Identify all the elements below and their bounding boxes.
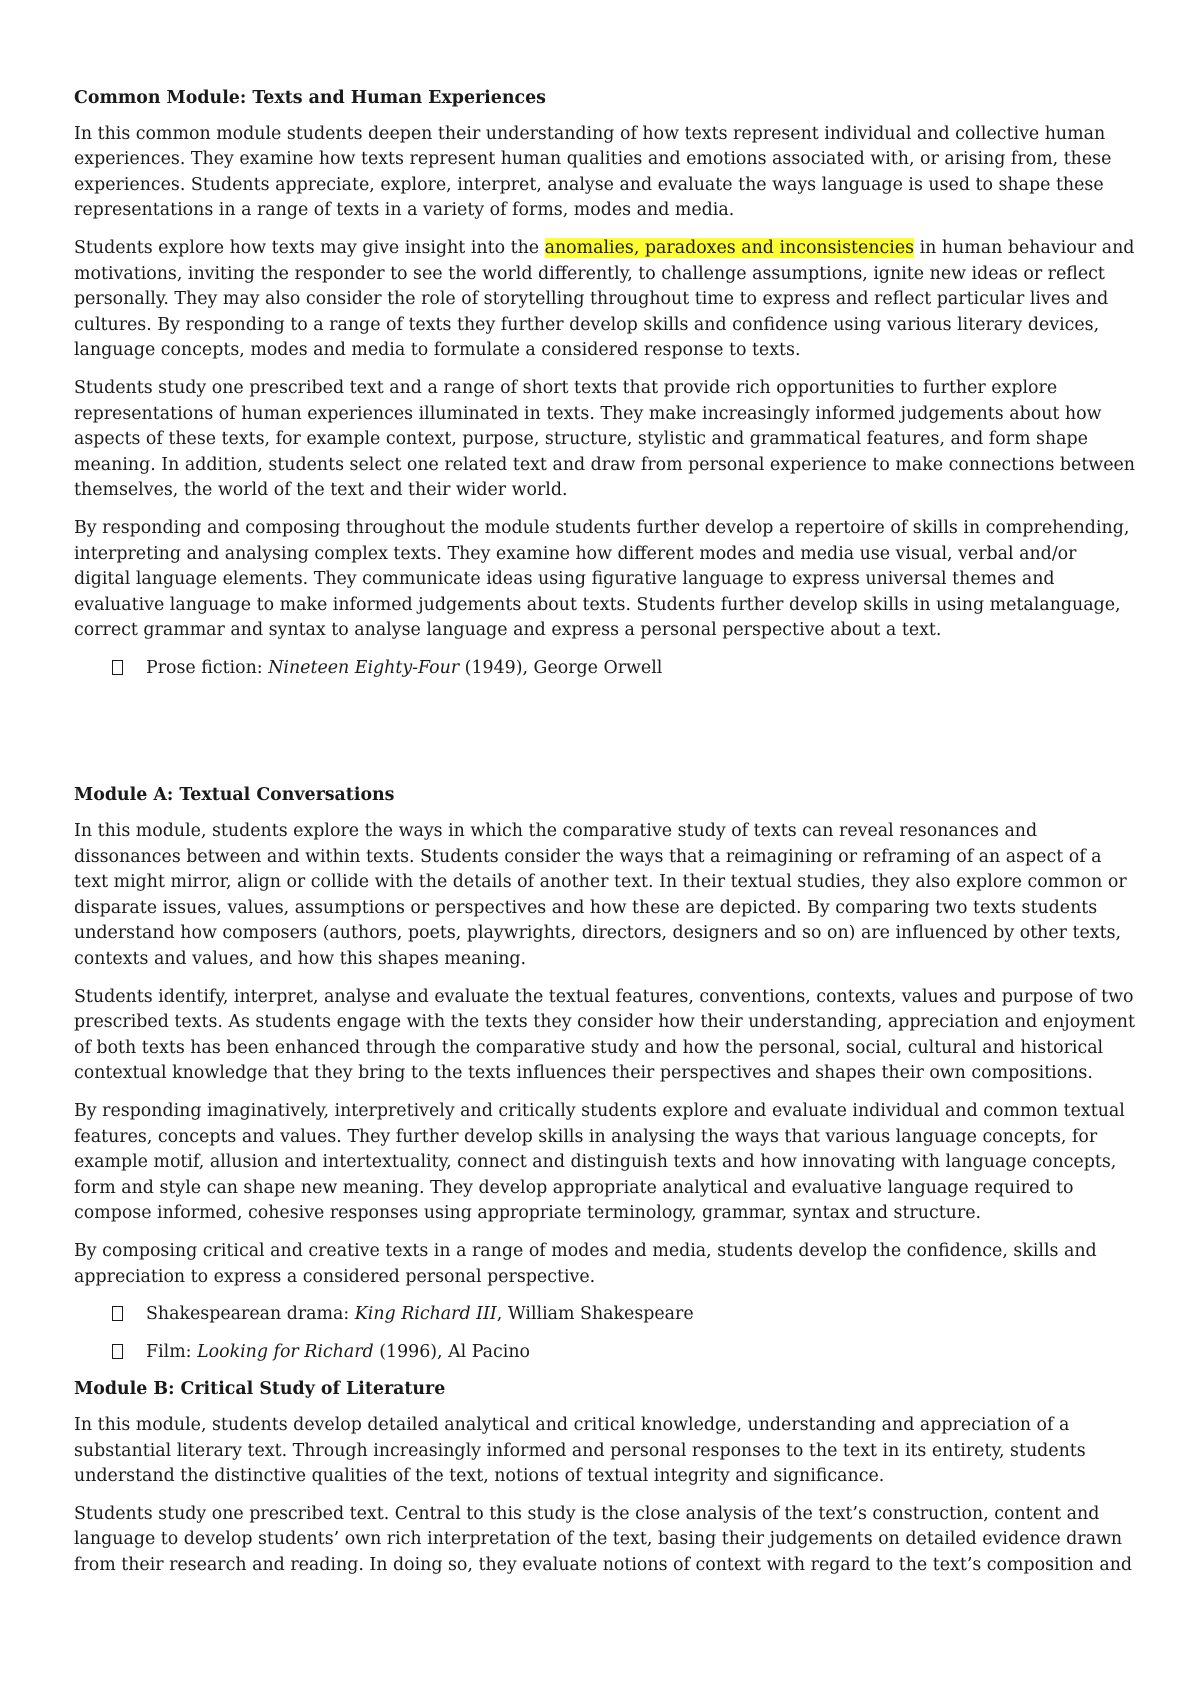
section-spacer [74, 693, 1138, 783]
text-details: , William Shakespeare [496, 1304, 694, 1325]
bullet-box-icon [112, 1344, 123, 1359]
module-b-section [74, 1377, 1138, 1578]
prescribed-text-item [74, 1302, 1138, 1328]
text-title: Looking for Richard [197, 1341, 374, 1362]
section-heading: Module A: Textual Conversations [74, 785, 395, 806]
section-heading: Common Module: Texts and Human Experiences [74, 88, 546, 108]
common-module-section [74, 86, 1138, 681]
module-a-section [74, 783, 1138, 1365]
paragraph: By responding and composing throughout the module students further develop a repertoire of skills in comprehending, interpreting and analysing complex texts. They examine how different modes and media use visual, verbal and/or digital language elements. They communicate ideas using figurative language to express universal themes and evaluative language to make informed judgements about texts. Students further develop skills in using metalanguage, correct grammar and syntax to analyse language and express a personal perspective about a text. [74, 517, 1130, 641]
paragraph: Students identify, interpret, analyse and evaluate the textual features, conventions, contexts, values and purpose of two prescribed texts. As students engage with the texts they consider how their understanding, appreciation and enjoyment of both texts has been enhanced through the comparative study and how the personal, social, cultural and historical contextual knowledge that they bring to the texts influences their perspectives and shapes their own compositions. [74, 986, 1135, 1084]
prescribed-text-item [74, 656, 1138, 682]
paragraph: In this common module students deepen their understanding of how texts represent individual and collective human experiences. They examine how texts represent human qualities and emotions associated with, or arising from, these experiences. Students appreciate, explore, interpret, analyse and evaluate the ways language is used to shape these representations in a range of texts in a variety of forms, modes and media. [74, 123, 1112, 221]
bullet-box-icon [112, 1306, 123, 1321]
paragraph: In this module, students explore the ways in which the comparative study of texts can reveal resonances and dissonances between and within texts. Students consider the ways that a reimagining or reframing of an aspect of a text might mirror, align or collide with the details of another text. In their textual studies, they also explore common or disparate issues, values, assumptions or perspectives and how these are depicted. By comparing two texts students understand how composers (authors, poets, playwrights, directors, designers and so on) are influenced by other texts, contexts and values, and how this shapes meaning. [74, 821, 1127, 970]
paragraph: By composing critical and creative texts in a range of modes and media, students develop the confidence, skills and appreciation to express a considered personal perspective. [74, 1240, 1097, 1287]
paragraph: By responding imaginatively, interpretively and critically students explore and evaluate individual and common textual features, concepts and values. They further develop skills in analysing the ways that various language concepts, for example motif, allusion and intertextuality, connect and distinguish texts and how innovating with language concepts, form and style can shape new meaning. They develop appropriate analytical and evaluative language required to compose informed, cohesive responses using appropriate terminology, grammar, syntax and structure. [74, 1101, 1125, 1224]
section-heading: Module B: Critical Study of Literature [74, 1379, 446, 1400]
text-type: Prose fiction: [146, 657, 269, 678]
highlighted-text: anomalies, paradoxes and inconsistencies [544, 237, 915, 258]
paragraph-text: Students explore how texts may give insight into the [74, 237, 545, 258]
text-title: Nineteen Eighty-Four [268, 657, 460, 678]
paragraph: Students study one prescribed text and a range of short texts that provide rich opportunities to further explore representations of human experiences illuminated in texts. They make increasingly informed judgements about how aspects of these texts, for example context, purpose, structure, stylistic and grammatical features, and form shape meaning. In addition, students select one related text and draw from personal experience to make connections between themselves, the world of the text and their wider world. [74, 377, 1135, 501]
text-details: (1949), George Orwell [459, 657, 663, 678]
bullet-box-icon [112, 660, 123, 675]
paragraph [74, 236, 1138, 364]
document-page [74, 86, 1138, 1591]
paragraph: Students study one prescribed text. Central to this study is the close analysis of the text’s construction, content and language to develop students’ own rich interpretation of the text, basing their judgements on detailed evidence drawn from their research and reading. In doing so, they evaluate notions of context with regard to the text’s composition and [74, 1503, 1133, 1575]
paragraph: In this module, students develop detailed analytical and critical knowledge, understanding and appreciation of a substantial literary text. Through increasingly informed and personal responses to the text in its entirety, students understand the distinctive qualities of the text, notions of textual integrity and significance. [74, 1414, 1086, 1487]
text-title: King Richard III [354, 1304, 497, 1325]
text-type: Shakespearean drama: [146, 1304, 355, 1325]
text-type: Film: [146, 1341, 198, 1362]
prescribed-text-item [74, 1340, 1138, 1366]
paragraph-text: in human behaviour and motivations, inviting the responder to see the world differently, to challenge assumptions, ignite new ideas or reflect personally. They may also consider the role of storytelling throughout time to express and reflect particular lives and cultures. By responding to a range of texts they further develop skills and confidence using various literary devices, language concepts, modes and media to formulate a considered response to texts. [74, 237, 1135, 361]
text-details: (1996), Al Pacino [373, 1341, 531, 1362]
